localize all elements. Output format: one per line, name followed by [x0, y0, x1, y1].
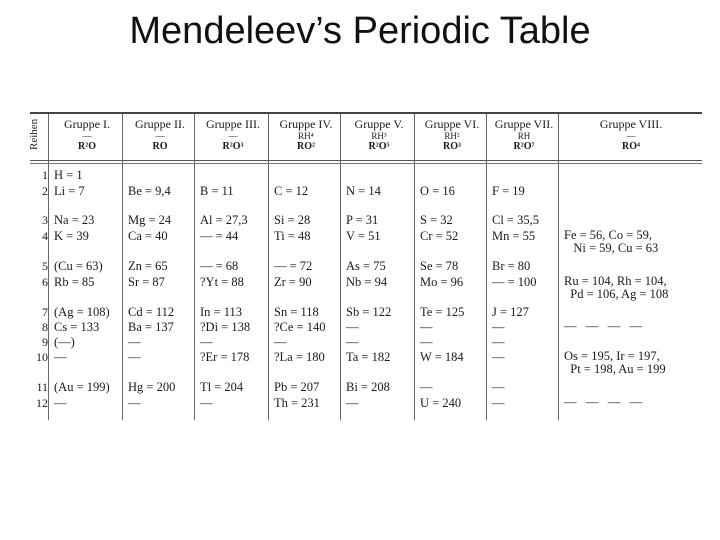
periodic-table — [30, 112, 702, 422]
element-cell: — — [200, 396, 213, 410]
group-header — [270, 118, 342, 153]
group-header-oxide: RO³ — [443, 141, 461, 152]
group-header-oxide: RO² — [297, 141, 315, 152]
element-cell: P = 31 — [346, 213, 379, 227]
element-cell: Mg = 24 — [128, 213, 172, 227]
row-number: 5 — [42, 259, 48, 273]
element-cell: Cl = 35,5 — [492, 213, 539, 227]
element-cell: Ti = 48 — [274, 229, 311, 243]
column-divider — [340, 114, 341, 420]
element-cell: J = 127 — [492, 305, 529, 319]
element-cell: ?Yt = 88 — [200, 275, 244, 289]
element-cell: — = 72 — [274, 259, 313, 273]
element-cell: — — [346, 320, 359, 334]
row-number: 2 — [42, 184, 48, 198]
group-header-name: Gruppe III. — [206, 117, 260, 131]
group-header-name: Gruppe I. — [64, 117, 110, 131]
element-cell: Cd = 112 — [128, 305, 175, 319]
element-cell: — = 44 — [200, 229, 239, 243]
group-header-sub: RH — [517, 131, 531, 141]
reihen-label: Reihen — [28, 118, 40, 150]
header-rule-double — [30, 163, 702, 164]
row-number: 1 — [42, 168, 48, 182]
element-cell: Na = 23 — [54, 213, 95, 227]
element-cell: Be = 9,4 — [128, 184, 171, 198]
row-number: 8 — [42, 320, 48, 334]
reihen-header — [26, 116, 46, 160]
group-header-sub: — — [228, 131, 238, 141]
row-number: 6 — [42, 275, 48, 289]
element-cell: ?Er = 178 — [200, 350, 250, 364]
element-cell: H = 1 — [54, 168, 83, 182]
element-cell: Ca = 40 — [128, 229, 168, 243]
group-header-oxide: RO⁴ — [622, 141, 640, 152]
element-cell: Pb = 207 — [274, 380, 320, 394]
element-cell: — — [128, 396, 141, 410]
column-divider — [122, 114, 123, 420]
element-cell: C = 12 — [274, 184, 309, 198]
slide-title: Mendeleev’s Periodic Table — [129, 10, 591, 52]
group-header — [488, 118, 560, 153]
group-header-name: Gruppe VIII. — [599, 117, 663, 131]
element-cell: Bi = 208 — [346, 380, 390, 394]
element-cell: F = 19 — [492, 184, 525, 198]
group-header — [416, 118, 488, 153]
group-header-sub: — — [82, 131, 92, 141]
row-number: 10 — [36, 350, 48, 364]
element-cell: O = 16 — [420, 184, 455, 198]
row-number: 3 — [42, 213, 48, 227]
element-cell: Nb = 94 — [346, 275, 388, 289]
element-cell: W = 184 — [420, 350, 464, 364]
element-cell: Si = 28 — [274, 213, 311, 227]
group-header-oxide: R²O⁵ — [368, 141, 390, 152]
element-cell: B = 11 — [200, 184, 234, 198]
element-cell: — — [492, 350, 505, 364]
element-cell: Te = 125 — [420, 305, 465, 319]
group-header — [560, 118, 702, 153]
element-cell: Mo = 96 — [420, 275, 464, 289]
group-header-name: Gruppe V. — [354, 117, 404, 131]
element-cell: Cs = 133 — [54, 320, 100, 334]
group-header — [342, 118, 416, 153]
element-cell: Sr = 87 — [128, 275, 165, 289]
element-cell: — — — — — [564, 319, 643, 333]
group-header — [196, 118, 270, 153]
element-cell: S = 32 — [420, 213, 453, 227]
group-header-oxide: R²O⁷ — [513, 141, 535, 152]
element-cell: In = 113 — [200, 305, 242, 319]
element-cell: — — [492, 320, 505, 334]
element-cell: — = 100 — [492, 275, 537, 289]
column-divider — [414, 114, 415, 420]
element-cell: Se = 78 — [420, 259, 459, 273]
element-cell: U = 240 — [420, 396, 462, 410]
column-divider — [48, 114, 49, 420]
element-cell: As = 75 — [346, 259, 386, 273]
element-cell: Tl = 204 — [200, 380, 244, 394]
element-cell: (—) — [54, 335, 75, 349]
element-cell: — = 68 — [200, 259, 239, 273]
header-rule — [30, 160, 702, 161]
element-cell: V = 51 — [346, 229, 381, 243]
column-divider — [486, 114, 487, 420]
element-cell: — — [54, 396, 67, 410]
row-number: 12 — [36, 396, 48, 410]
element-cell: — — [274, 335, 287, 349]
element-cell: Sb = 122 — [346, 305, 392, 319]
element-cell: (Cu = 63) — [54, 259, 103, 273]
element-cell: — — [492, 335, 505, 349]
group-header-name: Gruppe VII. — [494, 117, 554, 131]
element-cell: Br = 80 — [492, 259, 531, 273]
column-divider — [558, 114, 559, 420]
element-cell: — — [420, 320, 433, 334]
element-cell: Mn = 55 — [492, 229, 536, 243]
group-header — [50, 118, 124, 153]
element-cell: N = 14 — [346, 184, 381, 198]
element-cell: ?Ce = 140 — [274, 320, 326, 334]
element-cell: Th = 231 — [274, 396, 320, 410]
element-cell: Cr = 52 — [420, 229, 459, 243]
group-header-sub: — — [626, 131, 636, 141]
element-cell: Ru = 104, Rh = 104, Pd = 106, Ag = 108 — [564, 274, 669, 301]
group-header-oxide: R²O³ — [222, 141, 244, 152]
element-cell: — — [128, 350, 141, 364]
element-cell: — — [346, 396, 359, 410]
element-cell: ?Di = 138 — [200, 320, 251, 334]
row-number: 7 — [42, 305, 48, 319]
column-divider — [268, 114, 269, 420]
element-cell: Os = 195, Ir = 197, Pt = 198, Au = 199 — [564, 349, 666, 376]
element-cell: ?La = 180 — [274, 350, 325, 364]
element-cell: Rb = 85 — [54, 275, 95, 289]
element-cell: Zn = 65 — [128, 259, 168, 273]
element-cell: Sn = 118 — [274, 305, 319, 319]
element-cell: Li = 7 — [54, 184, 85, 198]
column-divider — [194, 114, 195, 420]
element-cell: Fe = 56, Co = 59, Ni = 59, Cu = 63 — [564, 228, 659, 255]
group-header-name: Gruppe II. — [135, 117, 185, 131]
group-header-oxide: RO — [152, 141, 168, 152]
element-cell: — — [54, 350, 67, 364]
row-number: 9 — [42, 335, 48, 349]
table-top-rule — [30, 112, 702, 114]
element-cell: (Au = 199) — [54, 380, 110, 394]
element-cell: — — [492, 396, 505, 410]
element-cell: — — [346, 335, 359, 349]
row-number: 11 — [36, 380, 48, 394]
element-cell: Ba = 137 — [128, 320, 174, 334]
group-header-sub: RH⁴ — [298, 131, 314, 141]
group-header — [124, 118, 196, 153]
element-cell: Ta = 182 — [346, 350, 391, 364]
element-cell: — — — — — [564, 395, 643, 409]
element-cell: (Ag = 108) — [54, 305, 110, 319]
element-cell: Zr = 90 — [274, 275, 312, 289]
element-cell: — — [420, 335, 433, 349]
group-header-name: Gruppe IV. — [279, 117, 333, 131]
row-number: 4 — [42, 229, 48, 243]
element-cell: — — [420, 380, 433, 394]
element-cell: Hg = 200 — [128, 380, 176, 394]
element-cell: Al = 27,3 — [200, 213, 248, 227]
group-header-sub: — — [155, 131, 165, 141]
group-header-name: Gruppe VI. — [424, 117, 480, 131]
element-cell: — — [128, 335, 141, 349]
group-header-sub: RH² — [444, 131, 460, 141]
element-cell: K = 39 — [54, 229, 89, 243]
group-header-oxide: R²O — [78, 141, 96, 152]
group-header-sub: RH³ — [371, 131, 387, 141]
element-cell: — — [200, 335, 213, 349]
element-cell: — — [492, 380, 505, 394]
